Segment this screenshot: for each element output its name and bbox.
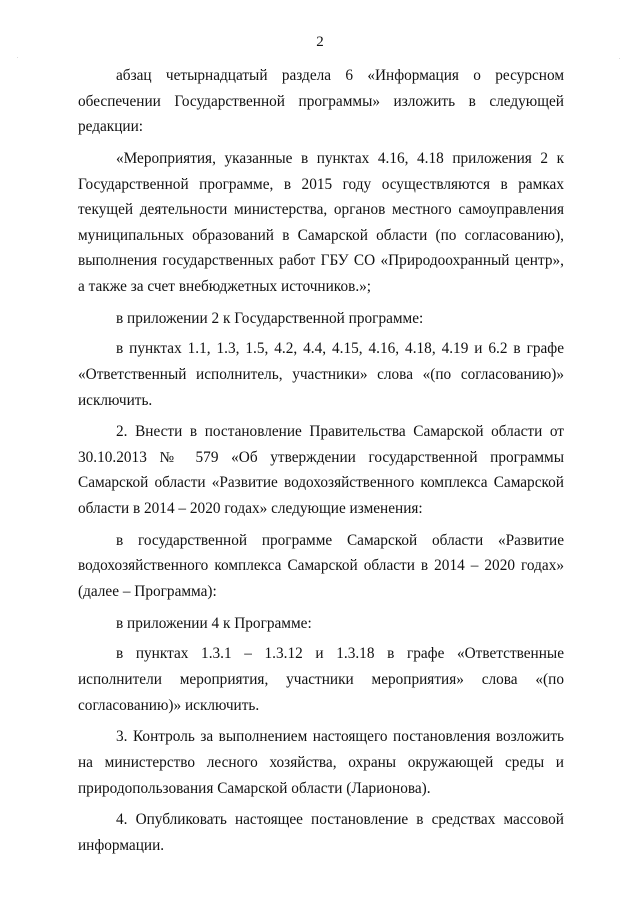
document-body: [78, 63, 564, 865]
paragraph-7: в приложении 4 к Программе:: [116, 614, 312, 632]
paragraph-3: в приложении 2 к Государственной программе:: [116, 309, 424, 327]
page-number: 2: [316, 34, 324, 50]
paragraph-4: в пунктах 1.1, 1.3, 1.5, 4.2, 4.4, 4.15, 4.16, 4.18, 4.19 и 6.2 в графе «Ответственный исполнитель, участники» слова «(по согласованию)» исключить.: [78, 340, 564, 409]
scan-mark-left: [17, 57, 18, 58]
paragraph-1: абзац четырнадцатый раздела 6 «Информация о ресурсном обеспечении Государственной программы» изложить в следующей редакции:: [78, 67, 564, 136]
paragraph-9: 3. Контроль за выполнением настоящего постановления возложить на министерство лесного хозяйства, охраны окружающей среды и природопользования Самарской области (Ларионова).: [78, 728, 564, 797]
paragraph-6: в государственной программе Самарской области «Развитие водохозяйственного комплекса Самарской области в 2014 – 2020 годах» (далее – Программа):: [78, 531, 564, 601]
paragraph-8: в пунктах 1.3.1 – 1.3.12 и 1.3.18 в графе «Ответственные исполнители мероприятия, участники мероприятия» слова «(по согласованию)» исключить.: [78, 645, 564, 714]
scan-mark-right: [619, 58, 620, 59]
paragraph-2: «Мероприятия, указанные в пунктах 4.16, 4.18 приложения 2 к Государственной программе, в 2015 году осуществляются в рамках текущей деятельности министерства, органов местного самоуправления муниципальных образований в Самарской области (по согласованию), выполнения государственных работ ГБУ СО «Природоохранный центр», а также за счет внебюджетных источников.»;: [78, 149, 564, 295]
paragraph-5: 2. Внести в постановление Правительства Самарской области от 30.10.2013 № 579 «Об утверждении государственной программы Самарской области «Развитие водохозяйственного комплекса Самарской области в 2014 – 2020 годах» следующие изменения:: [78, 423, 564, 518]
paragraph-10: 4. Опубликовать настоящее постановление в средствах массовой информации.: [78, 811, 564, 854]
